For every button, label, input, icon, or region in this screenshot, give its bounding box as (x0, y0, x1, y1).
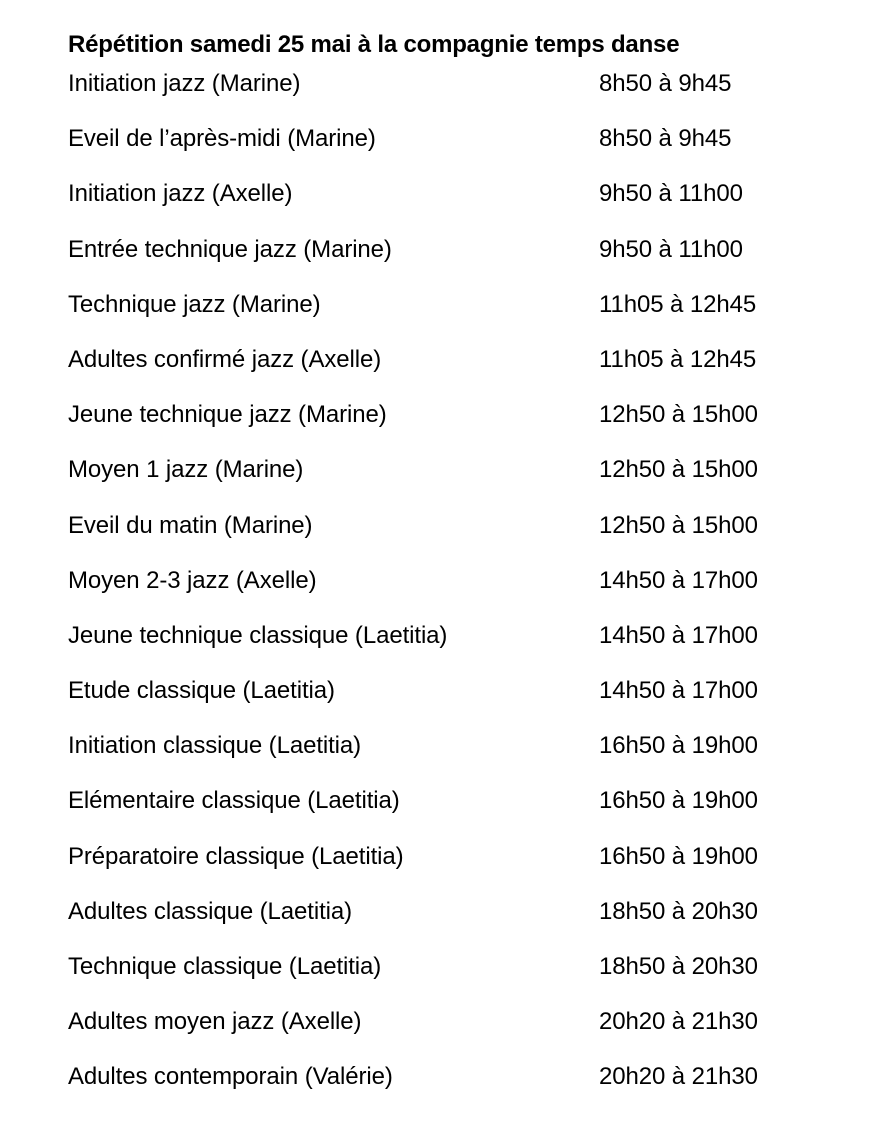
class-time: 9h50 à 11h00 (599, 180, 743, 208)
class-name: Eveil de l’après-midi (Marine) (68, 125, 376, 153)
class-time: 14h50 à 17h00 (599, 677, 758, 705)
class-name: Initiation jazz (Axelle) (68, 180, 293, 208)
schedule-row (68, 783, 848, 838)
schedule-row (68, 121, 848, 176)
schedule-row (68, 618, 848, 673)
schedule-list (68, 66, 848, 1115)
class-name: Initiation jazz (Marine) (68, 70, 301, 97)
document-title: Répétition samedi 25 mai à la compagnie temps danse (68, 31, 680, 58)
class-name: Initiation classique (Laetitia) (68, 732, 362, 760)
schedule-row (68, 1059, 848, 1114)
class-name: Technique classique (Laetitia) (68, 953, 382, 980)
class-time: 20h20 à 21h30 (599, 1063, 758, 1091)
class-name: Entrée technique jazz (Marine) (68, 235, 392, 263)
class-time: 8h50 à 9h45 (599, 125, 732, 153)
schedule-row (68, 287, 848, 342)
schedule-row (68, 342, 848, 397)
class-name: Eveil du matin (Marine) (68, 511, 313, 539)
class-name: Adultes contemporain (Valérie) (68, 1063, 393, 1091)
schedule-row (68, 508, 848, 563)
class-time: 14h50 à 17h00 (599, 566, 758, 594)
class-time: 12h50 à 15h00 (599, 401, 758, 429)
schedule-row (68, 232, 848, 287)
class-time: 14h50 à 17h00 (599, 621, 758, 649)
class-name: Adultes classique (Laetitia) (68, 897, 353, 925)
class-time: 16h50 à 19h00 (599, 787, 758, 815)
class-name: Adultes moyen jazz (Axelle) (68, 1008, 362, 1036)
class-time: 11h05 à 12h45 (599, 345, 757, 373)
schedule-row (68, 66, 848, 121)
schedule-row (68, 176, 848, 231)
class-name: Adultes confirmé jazz (Axelle) (68, 345, 382, 373)
class-name: Moyen 1 jazz (Marine) (68, 456, 304, 484)
schedule-row (68, 728, 848, 783)
class-time: 16h50 à 19h00 (599, 842, 758, 870)
class-name: Elémentaire classique (Laetitia) (68, 787, 400, 815)
class-time: 16h50 à 19h00 (599, 732, 758, 760)
schedule-row (68, 673, 848, 728)
class-name: Moyen 2-3 jazz (Axelle) (68, 566, 317, 594)
class-name: Jeune technique classique (Laetitia) (68, 621, 448, 649)
class-name: Technique jazz (Marine) (68, 290, 321, 318)
class-time: 12h50 à 15h00 (599, 511, 758, 539)
schedule-row (68, 563, 848, 618)
schedule-row (68, 1004, 848, 1059)
class-time: 8h50 à 9h45 (599, 70, 732, 97)
class-name: Jeune technique jazz (Marine) (68, 401, 387, 429)
class-time: 18h50 à 20h30 (599, 897, 758, 925)
class-time: 18h50 à 20h30 (599, 953, 758, 980)
class-time: 12h50 à 15h00 (599, 456, 758, 484)
schedule-row (68, 452, 848, 507)
schedule-row (68, 894, 848, 949)
class-time: 20h20 à 21h30 (599, 1008, 758, 1036)
schedule-row (68, 397, 848, 452)
class-name: Etude classique (Laetitia) (68, 677, 335, 705)
class-name: Préparatoire classique (Laetitia) (68, 842, 404, 870)
class-time: 9h50 à 11h00 (599, 235, 743, 263)
schedule-row (68, 949, 848, 1004)
class-time: 11h05 à 12h45 (599, 290, 757, 318)
schedule-row (68, 839, 848, 894)
